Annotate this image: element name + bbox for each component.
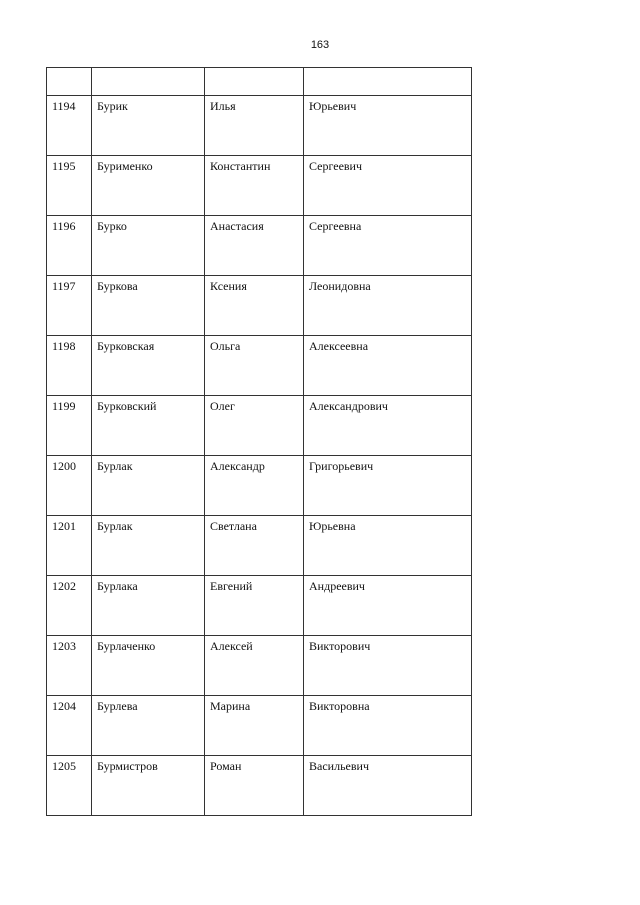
table-row (47, 636, 472, 696)
cell-number: 1198 (47, 336, 92, 396)
cell-first-name: Ольга (205, 336, 304, 396)
cell-number: 1203 (47, 636, 92, 696)
cell-first-name: Олег (205, 396, 304, 456)
cell-number: 1201 (47, 516, 92, 576)
cell-first-name: Александр (205, 456, 304, 516)
table-header-row (47, 68, 472, 96)
table-row (47, 276, 472, 336)
cell-number: 1199 (47, 396, 92, 456)
cell-number: 1200 (47, 456, 92, 516)
table-row (47, 516, 472, 576)
cell-first-name: Анастасия (205, 216, 304, 276)
cell-patronymic: Андреевич (304, 576, 472, 636)
cell-last-name: Бурмистров (92, 756, 205, 816)
cell-patronymic: Сергеевич (304, 156, 472, 216)
cell-number: 1195 (47, 156, 92, 216)
cell-number: 1196 (47, 216, 92, 276)
cell-patronymic: Сергеевна (304, 216, 472, 276)
cell-patronymic: Леонидовна (304, 276, 472, 336)
cell-number: 1205 (47, 756, 92, 816)
cell-first-name: Илья (205, 96, 304, 156)
cell-last-name: Бурковская (92, 336, 205, 396)
cell-last-name: Бурко (92, 216, 205, 276)
cell-number: 1202 (47, 576, 92, 636)
cell-patronymic: Викторовна (304, 696, 472, 756)
cell-first-name: Роман (205, 756, 304, 816)
cell-first-name: Светлана (205, 516, 304, 576)
table-row (47, 96, 472, 156)
cell-patronymic: Викторович (304, 636, 472, 696)
table-row (47, 756, 472, 816)
cell-first-name: Константин (205, 156, 304, 216)
table-row (47, 576, 472, 636)
registry-table-body (47, 68, 472, 816)
cell-last-name: Бурик (92, 96, 205, 156)
cell-patronymic: Григорьевич (304, 456, 472, 516)
cell-first-name: Алексей (205, 636, 304, 696)
cell-patronymic: Юрьевна (304, 516, 472, 576)
cell-last-name: Буркова (92, 276, 205, 336)
cell-last-name: Бурлак (92, 456, 205, 516)
table-row (47, 696, 472, 756)
cell-last-name: Бурлака (92, 576, 205, 636)
header-cell-patronymic (304, 68, 472, 96)
cell-first-name: Марина (205, 696, 304, 756)
table-row (47, 456, 472, 516)
cell-last-name: Бурковский (92, 396, 205, 456)
cell-patronymic: Васильевич (304, 756, 472, 816)
registry-table (46, 67, 472, 816)
header-cell-number (47, 68, 92, 96)
table-row (47, 396, 472, 456)
cell-number: 1194 (47, 96, 92, 156)
cell-last-name: Бурлаченко (92, 636, 205, 696)
cell-patronymic: Александрович (304, 396, 472, 456)
table-row (47, 336, 472, 396)
cell-first-name: Ксения (205, 276, 304, 336)
cell-last-name: Бурименко (92, 156, 205, 216)
table-row (47, 156, 472, 216)
cell-first-name: Евгений (205, 576, 304, 636)
cell-patronymic: Юрьевич (304, 96, 472, 156)
cell-last-name: Бурлева (92, 696, 205, 756)
header-cell-last-name (92, 68, 205, 96)
cell-patronymic: Алексеевна (304, 336, 472, 396)
header-cell-first-name (205, 68, 304, 96)
table-row (47, 216, 472, 276)
cell-number: 1197 (47, 276, 92, 336)
cell-last-name: Бурлак (92, 516, 205, 576)
page-number: 163 (310, 39, 330, 51)
cell-number: 1204 (47, 696, 92, 756)
